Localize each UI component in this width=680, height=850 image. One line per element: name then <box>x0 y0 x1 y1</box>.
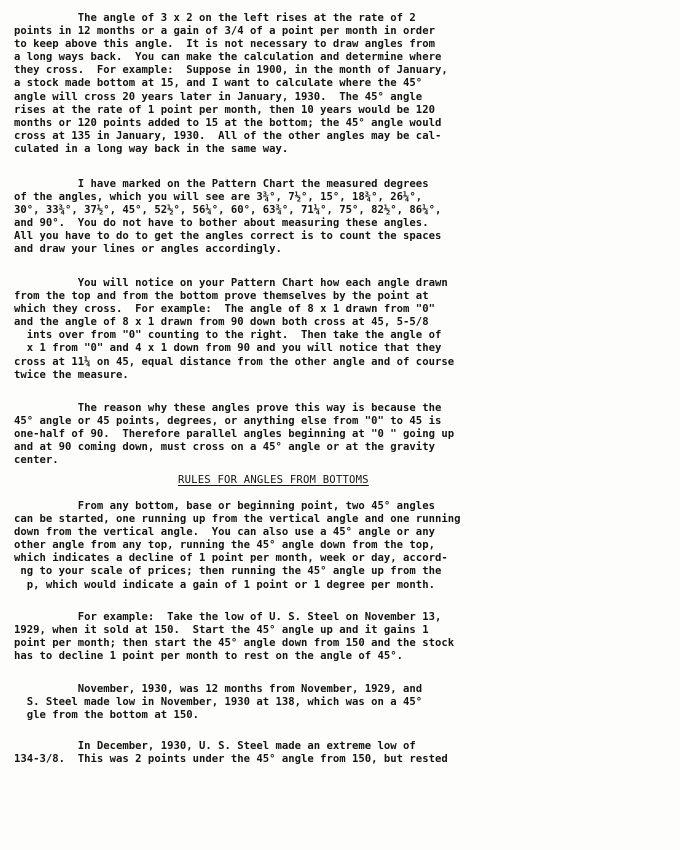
text-line: All you have to do to get the angles correct is to count the spaces <box>14 230 442 243</box>
text-line: For example: Take the low of U. S. Steel on November 13, <box>14 611 442 623</box>
text-line: The angle of 3 x 2 on the left rises at the rate of 2 <box>14 12 416 24</box>
paragraph-steel-example <box>14 611 674 663</box>
text-line: and at 90 coming down, must cross on a 45° angle or at the gravity <box>14 441 435 454</box>
text-line: center. <box>14 454 59 467</box>
text-line: rises at the rate of 1 point per month, then 10 years would be 120 <box>14 103 435 116</box>
paragraph-pattern-chart <box>14 277 674 382</box>
text-line: p, which would indicate a gain of 1 point or 1 degree per month. <box>14 578 435 591</box>
text-line: x 1 from "0" and 4 x 1 down from 90 and you will notice that they <box>14 342 442 355</box>
text-line: point per month; then start the 45° angle down from 150 and the stock <box>14 637 455 650</box>
paragraph-reason <box>14 402 674 467</box>
text-line: which they cross. For example: The angle of 8 x 1 drawn from "0" <box>14 303 435 316</box>
text-line: You will notice on your Pattern Chart how each angle drawn <box>14 277 448 289</box>
text-line: From any bottom, base or beginning point, two 45° angles <box>14 500 435 512</box>
text-line: In December, 1930, U. S. Steel made an extreme low of <box>14 740 416 752</box>
text-line: months or 120 points added to 15 at the bottom; the 45° angle would <box>14 116 442 129</box>
text-line: down from the vertical angle. You can also use a 45° angle or any <box>14 526 435 539</box>
paragraph-angle-rate <box>14 12 674 156</box>
text-line: to keep above this angle. It is not necessary to draw angles from <box>14 38 435 51</box>
text-line: culated in a long way back in the same way. <box>14 142 289 155</box>
text-line: other angle from any top, running the 45° angle down from the top, <box>14 539 435 552</box>
paragraph-december-1930 <box>14 740 674 766</box>
text-line: gle from the bottom at 150. <box>14 709 199 722</box>
text-line: and draw your lines or angles accordingly. <box>14 243 282 256</box>
text-line: has to decline 1 point per month to rest on the angle of 45°. <box>14 650 404 663</box>
text-line: 45° angle or 45 points, degrees, or anything else from "0" to 45 is <box>14 415 442 428</box>
text-line: 134-3/8. This was 2 points under the 45° angle from 150, but rested <box>14 753 448 766</box>
text-line: a stock made bottom at 15, and I want to calculate where the 45° <box>14 77 423 90</box>
text-line: 1929, when it sold at 150. Start the 45° angle up and it gains 1 <box>14 624 429 637</box>
text-line: 30°, 33¾°, 37½°, 45°, 52½°, 56¼°, 60°, 63¾°, 71¼°, 75°, 82½°, 86¼°, <box>14 204 442 217</box>
text-line: a long ways back. You can make the calculation and determine where <box>14 51 442 64</box>
text-line: ints over from "0" counting to the right. Then take the angle of <box>14 329 442 342</box>
section-heading: RULES FOR ANGLES FROM BOTTOMS <box>178 474 369 486</box>
text-line: they cross. For example: Suppose in 1900, in the month of January, <box>14 64 448 77</box>
text-line: and the angle of 8 x 1 drawn from 90 down both cross at 45, 5-5/8 <box>14 316 429 329</box>
paragraph-measured-degrees <box>14 178 674 257</box>
text-line: from the top and from the bottom prove themselves by the point at <box>14 290 429 303</box>
paragraph-november-1930 <box>14 683 674 722</box>
text-line: of the angles, which you will see are 3¾°, 7½°, 15°, 18¾°, 26¼°, <box>14 191 423 204</box>
text-line: cross at 11¼ on 45, equal distance from the other angle and of course <box>14 355 455 368</box>
text-line: and 90°. You do not have to bother about measuring these angles. <box>14 217 429 230</box>
paragraph-bottom-rules <box>14 500 674 592</box>
text-line: can be started, one running up from the vertical angle and one running <box>14 513 461 526</box>
text-line: twice the measure. <box>14 368 129 381</box>
text-line: cross at 135 in January, 1930. All of the other angles may be cal- <box>14 129 442 142</box>
text-line: The reason why these angles prove this way is because the <box>14 402 442 414</box>
text-line: November, 1930, was 12 months from November, 1929, and <box>14 683 423 695</box>
text-line: ng to your scale of prices; then running the 45° angle up from the <box>14 565 442 578</box>
text-line: points in 12 months or a gain of 3/4 of a point per month in order <box>14 25 435 38</box>
text-line: angle will cross 20 years later in January, 1930. The 45° angle <box>14 90 423 103</box>
text-line: S. Steel made low in November, 1930 at 138, which was on a 45° <box>14 696 423 709</box>
text-line: I have marked on the Pattern Chart the measured degrees <box>14 178 429 190</box>
text-line: one-half of 90. Therefore parallel angles beginning at "0 " going up <box>14 428 455 441</box>
text-line: which indicates a decline of 1 point per month, week or day, accord- <box>14 552 448 565</box>
